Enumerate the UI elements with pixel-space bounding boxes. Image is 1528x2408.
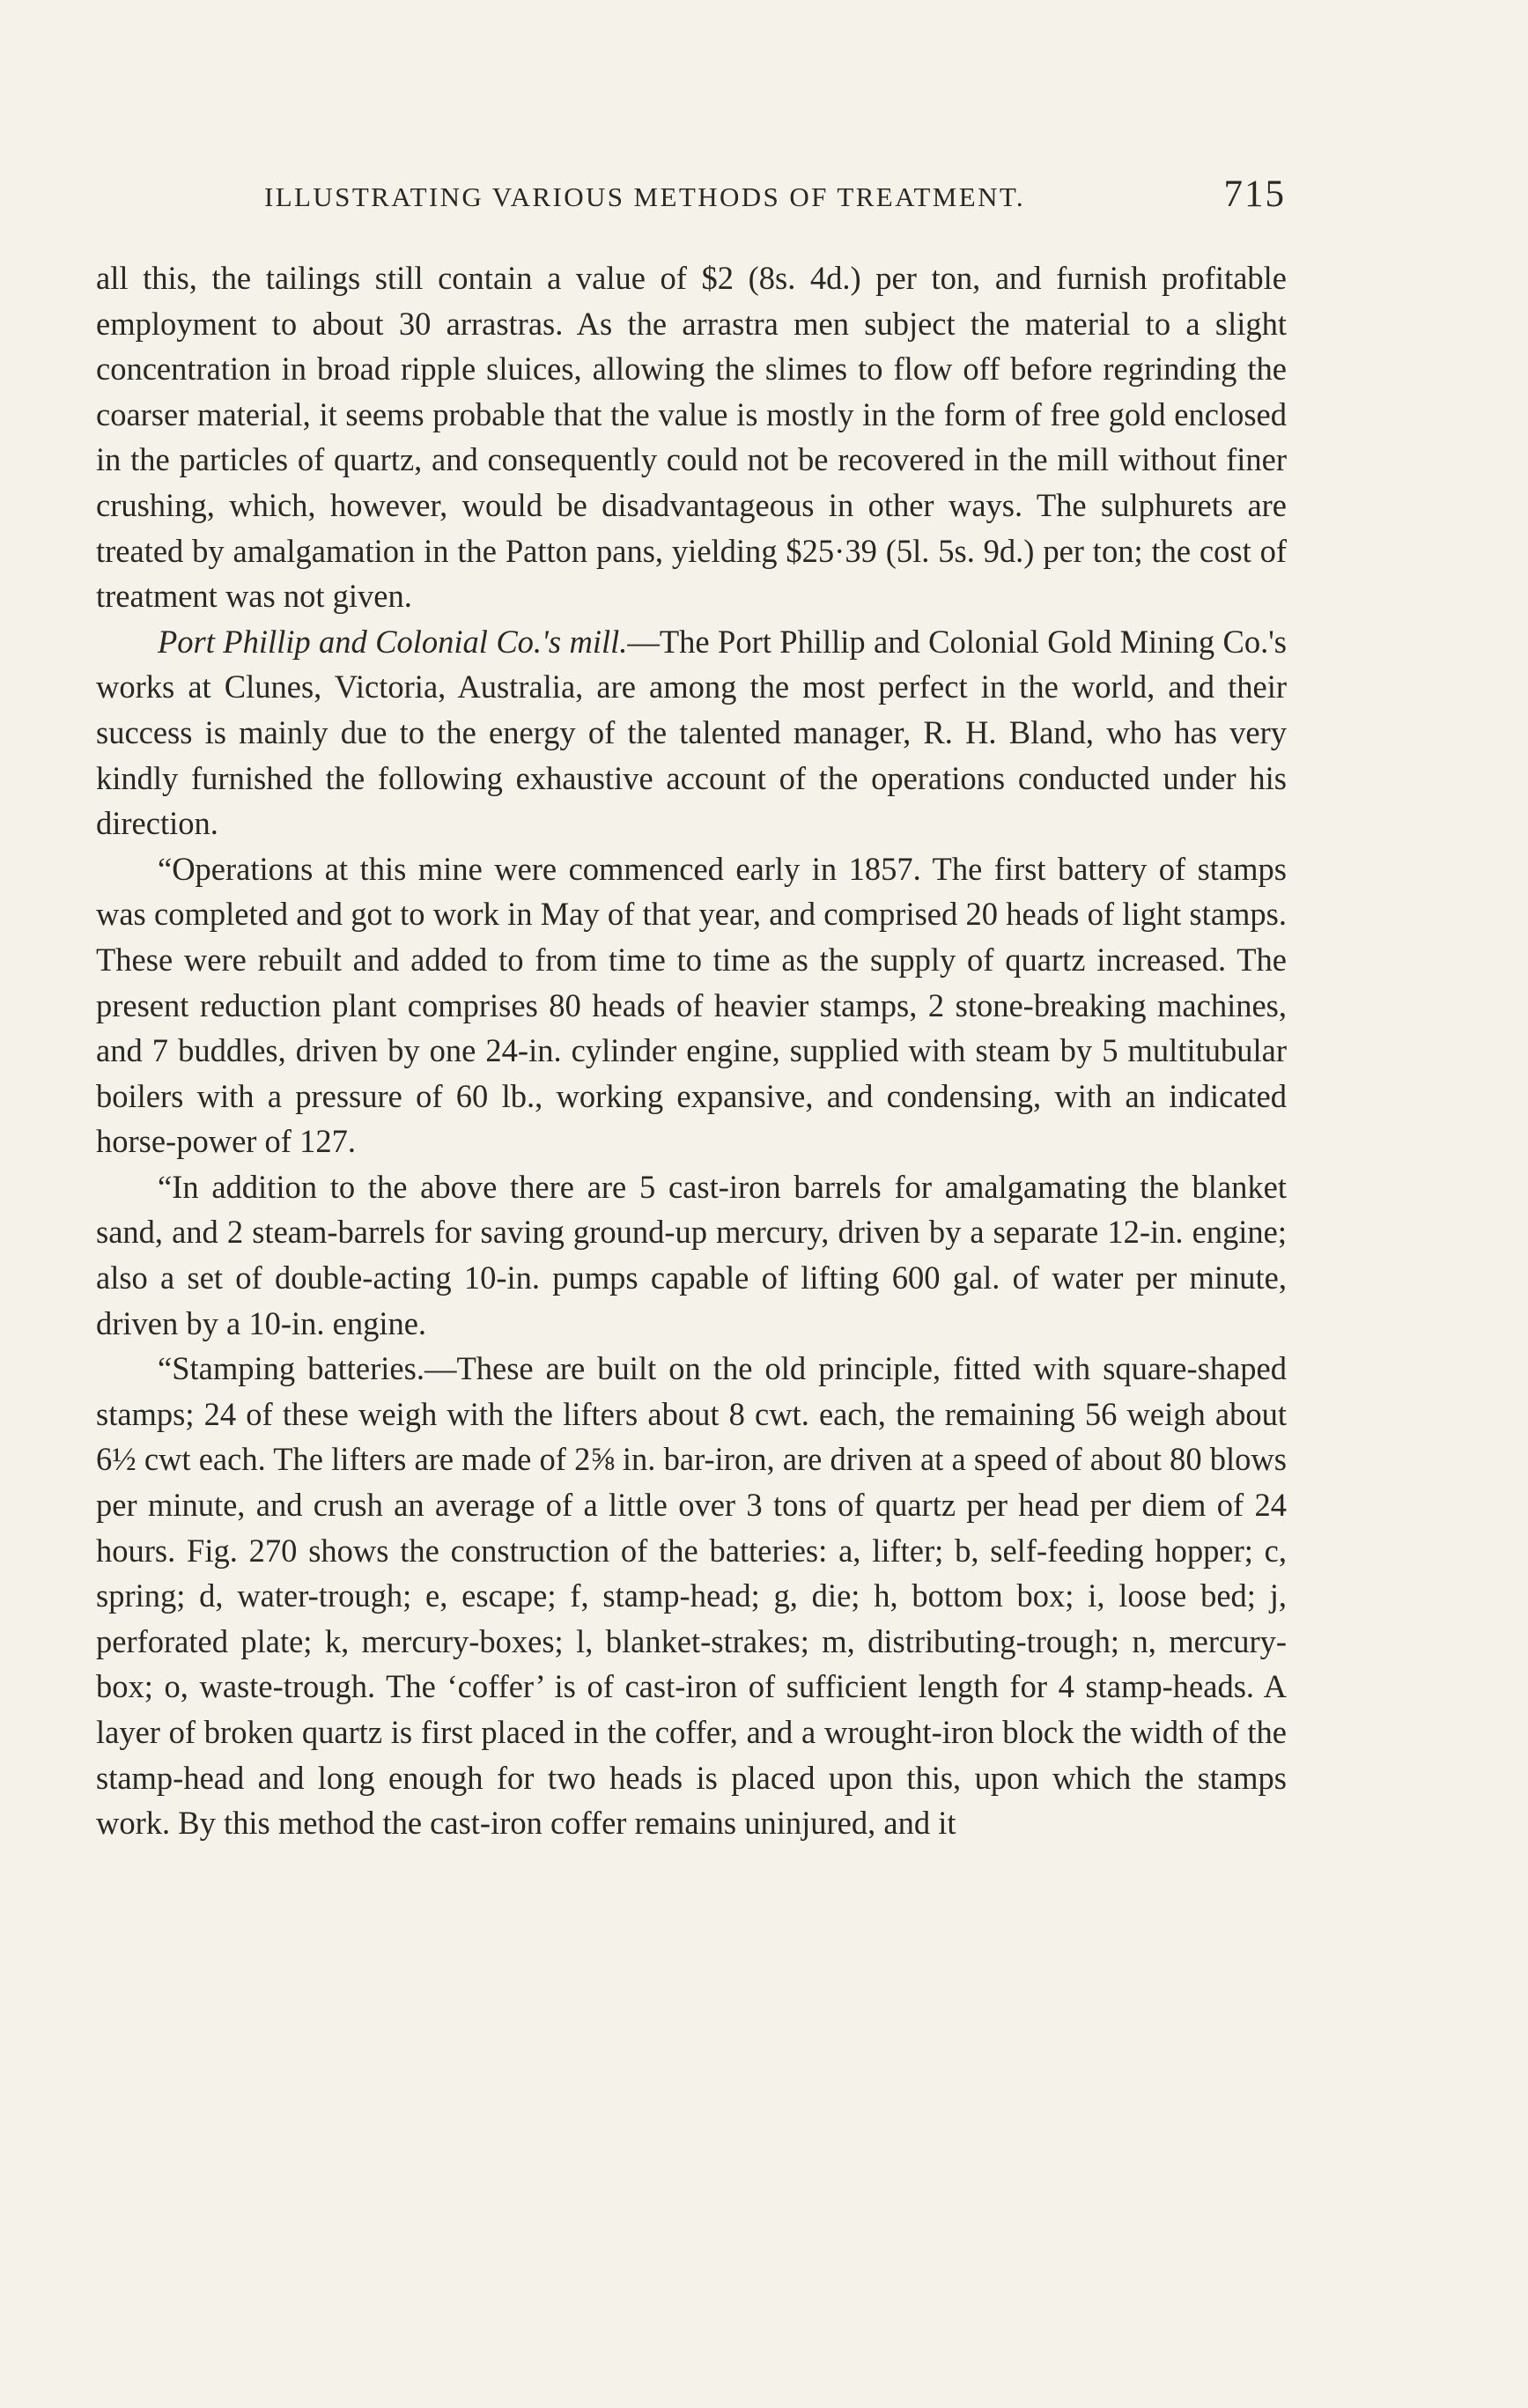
paragraph-2-text: —The Port Phillip and Colonial Gold Mining Co.'s works at Clunes, Victoria, Australia, are among the most perfect in the world, and their success is mainly due to the energy of the talented manager, R. H. Bland, who has very kindly furnished the following exhaustive account of the operations conducted under his direction. — [96, 623, 1287, 842]
running-head: ILLUSTRATING VARIOUS METHODS OF TREATMENT. — [264, 181, 1026, 212]
section-title-port-phillip: Port Phillip and Colonial Co.'s mill. — [158, 623, 628, 660]
paragraph-4: “In addition to the above there are 5 cast-iron barrels for amalgamating the blanket sand, and 2 steam-barrels for saving ground-up mercury, driven by a separate 12-in. engine; also a set of double-acting 10-in. pumps capable of lifting 600 gal. of water per minute, driven by a 10-in. engine. — [96, 1168, 1287, 1341]
paragraph-5: “Stamping batteries.—These are built on the old principle, fitted with square-shaped stamps; 24 of these weigh with the lifters about 8 cwt. each, the remaining 56 weigh about 6½ cwt each. The lifters are made of 2⅝ in. bar-iron, are driven at a speed of about 80 blows per minute, and crush an average of a little over 3 tons of quartz per head per diem of 24 hours. Fig. 270 shows the construction of the batteries: a, lifter; b, self-feeding hopper; c, spring; d, water-trough; e, escape; f, stamp-head; g, die; h, bottom box; i, loose bed; j, perforated plate; k, mercury-boxes; l, blanket-strakes; m, distributing-trough; n, mercury-box; o, waste-trough. The ‘coffer’ is of cast-iron of sufficient length for 4 stamp-heads. A layer of broken quartz is first placed in the coffer, and a wrought-iron block the width of the stamp-head and long enough for two heads is placed upon this, upon which the stamps work. By this method the cast-iron coffer remains uninjured, and it — [96, 1350, 1287, 1842]
page-header — [264, 173, 1286, 216]
paragraph-3: “Operations at this mine were commenced early in 1857. The first battery of stamps was completed and got to work in May of that year, and comprised 20 heads of light stamps. These were rebuilt and added to from time to time as the supply of quartz increased. The present reduction plant comprises 80 heads of heavier stamps, 2 stone-breaking machines, and 7 buddles, driven by one 24-in. cylinder engine, supplied with steam by 5 multitubular boilers with a pressure of 60 lb., working expansive, and condensing, with an indicated horse-power of 127. — [96, 850, 1287, 1160]
paragraph-2 — [96, 619, 1287, 846]
page-number: 715 — [1223, 174, 1286, 215]
paragraph-1: all this, the tailings still contain a value of $2 (8s. 4d.) per ton, and furnish profitable employment to about 30 arrastras. As the arrastra men subject the material to a slight concentration in broad ripple sluices, allowing the slimes to flow off before regrinding the coarser material, it seems probable that the value is mostly in the form of free gold enclosed in the particles of quartz, and consequently could not be recovered in the mill without finer crushing, which, however, would be disadvantageous in other ways. The sulphurets are treated by amalgamation in the Patton pans, yielding $25·39 (5l. 5s. 9d.) per ton; the cost of treatment was not given. — [96, 260, 1287, 615]
body-text — [96, 255, 1287, 1846]
